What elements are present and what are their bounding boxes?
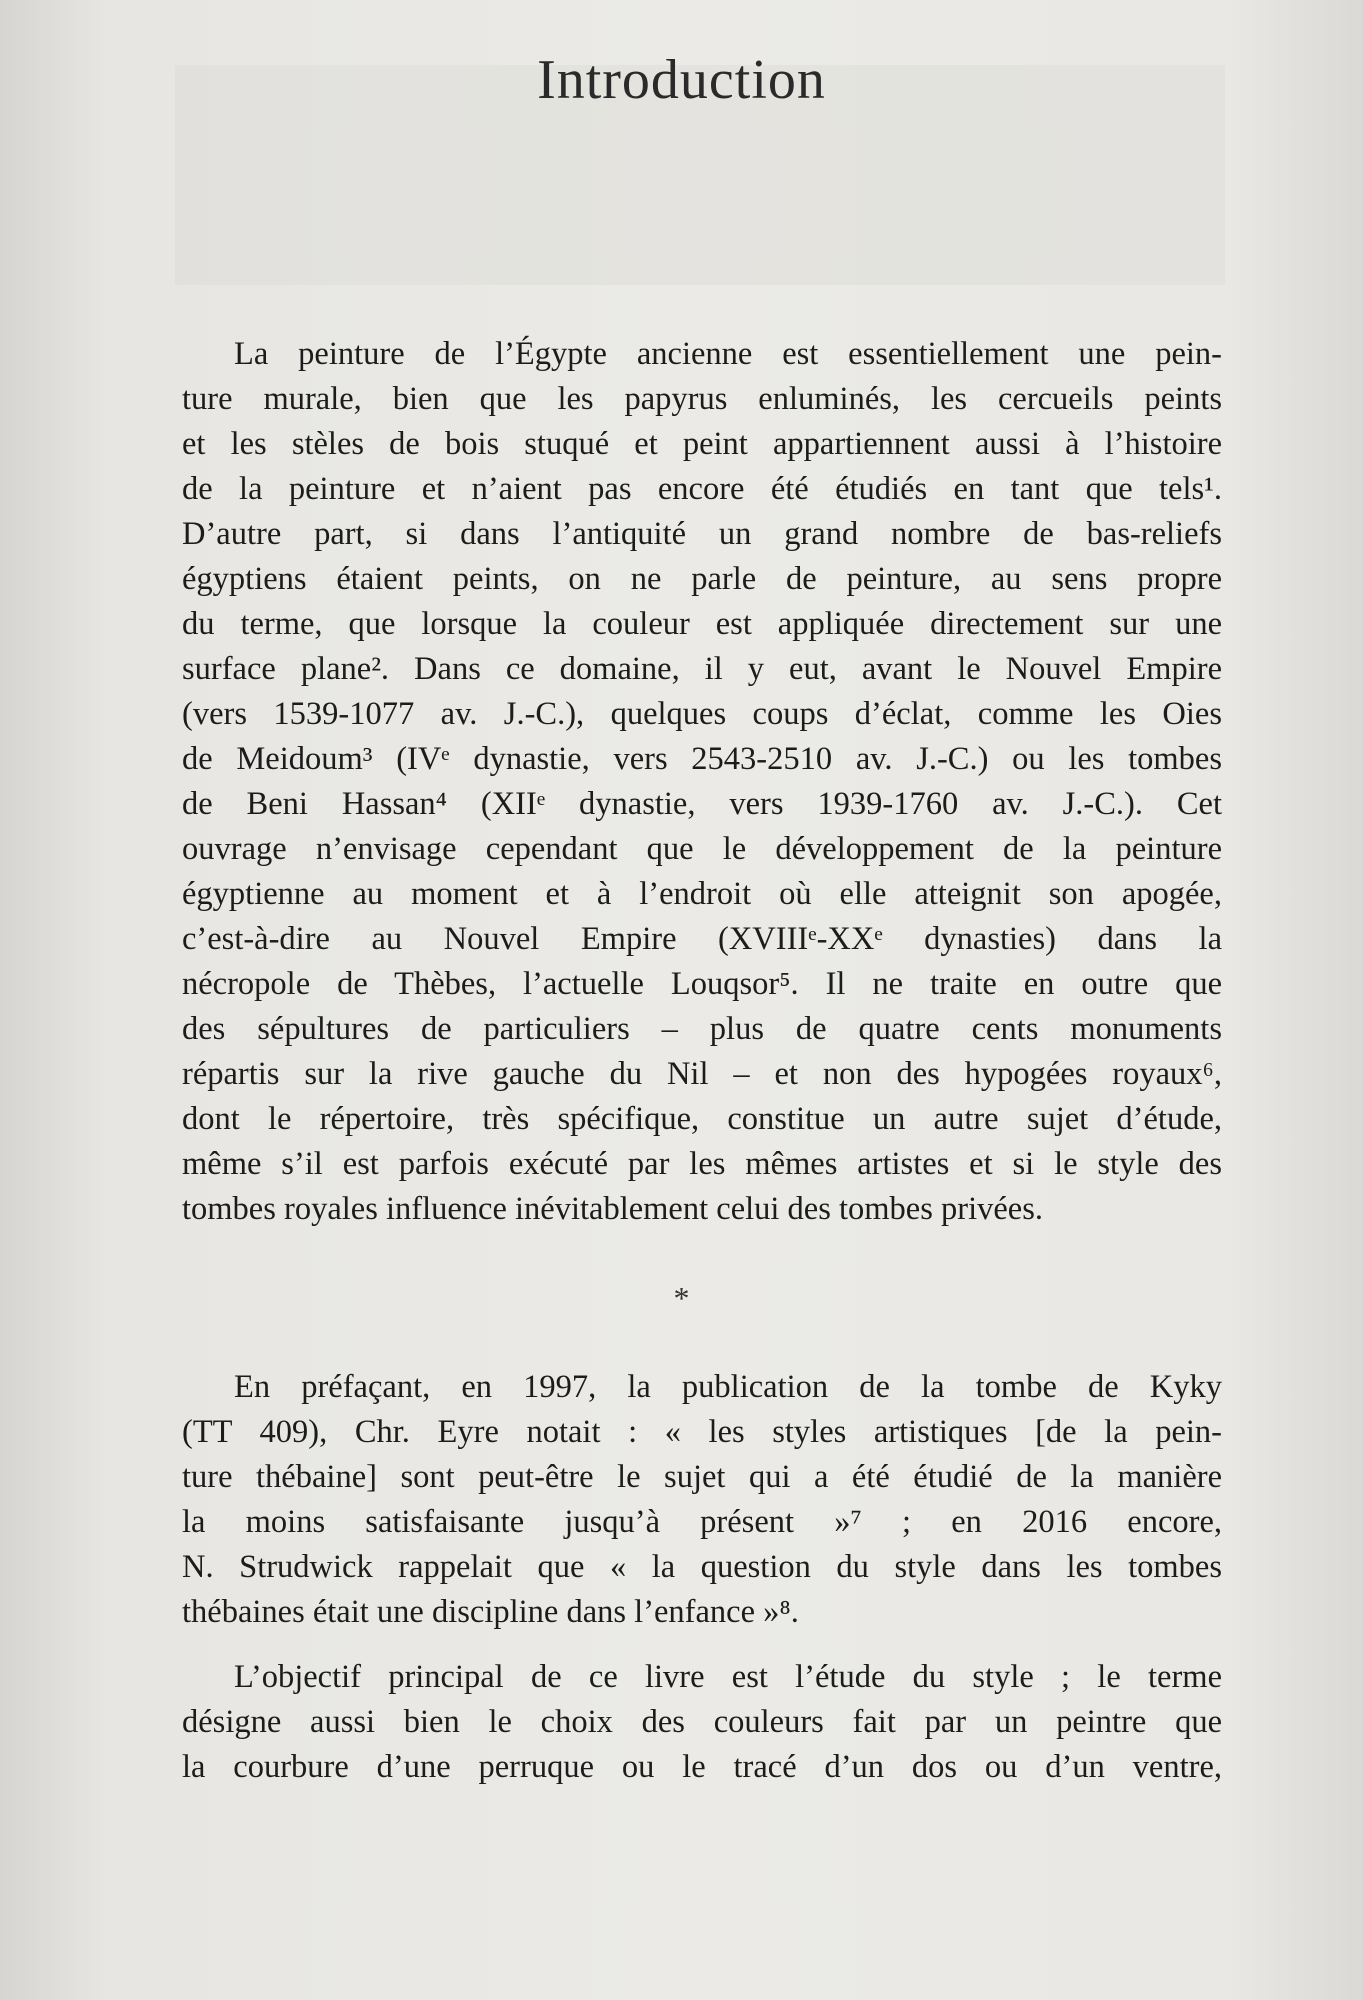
section-separator: * [673,1280,690,1316]
text-line: tombes royales influence inévitablement celui des tombes privées. [182,1191,1043,1227]
text-line: égyptienne au moment et à l’endroit où elle atteignit son apogée, [182,876,1222,912]
text-line: des sépultures de particuliers – plus de quatre cents monuments [182,1011,1222,1047]
text-line: surface plane². Dans ce domaine, il y eut, avant le Nouvel Empire [182,651,1222,687]
text-line: la moins satisfaisante jusqu’à présent »⁷ ; en 2016 encore, [182,1504,1222,1540]
paragraph-3 [182,1655,1222,1790]
text-line: L’objectif principal de ce livre est l’étude du style ; le terme [234,1659,1222,1695]
chapter-title: Introduction [537,49,826,111]
text-line: (TT 409), Chr. Eyre notait : « les styles artistiques [de la pein- [182,1414,1222,1450]
text-line: nécropole de Thèbes, l’actuelle Louqsor⁵. Il ne traite en outre que [182,966,1222,1002]
text-line: et les stèles de bois stuqué et peint appartiennent aussi à l’histoire [182,426,1222,462]
text-line: ouvrage n’envisage cependant que le développement de la peinture [182,831,1222,867]
text-line: N. Strudwick rappelait que « la question du style dans les tombes [182,1549,1222,1585]
text-line: dont le répertoire, très spécifique, constitue un autre sujet d’étude, [182,1101,1222,1137]
text-line: c’est-à-dire au Nouvel Empire (XVIIIᵉ-XXᵉ dynasties) dans la [182,921,1222,957]
text-line: En préfaçant, en 1997, la publication de la tombe de Kyky [234,1369,1222,1405]
text-line: ture murale, bien que les papyrus enluminés, les cercueils peints [182,381,1222,417]
text-line: du terme, que lorsque la couleur est appliquée directement sur une [182,606,1222,642]
text-line: de Beni Hassan⁴ (XIIᵉ dynastie, vers 1939-1760 av. J.-C.). Cet [182,786,1222,822]
text-line: (vers 1539-1077 av. J.-C.), quelques coups d’éclat, comme les Oies [182,696,1222,732]
paragraph-2 [182,1365,1222,1635]
text-line: D’autre part, si dans l’antiquité un grand nombre de bas-reliefs [182,516,1222,552]
text-line: désigne aussi bien le choix des couleurs fait par un peintre que [182,1704,1222,1740]
text-line: de Meidoum³ (IVᵉ dynastie, vers 2543-2510 av. J.-C.) ou les tombes [182,741,1222,777]
text-line: La peinture de l’Égypte ancienne est essentiellement une pein- [234,336,1222,372]
text-line: de la peinture et n’aient pas encore été étudiés en tant que tels¹. [182,471,1222,507]
paragraph-1 [182,332,1222,1232]
text-line: ture thébaine] sont peut-être le sujet qui a été étudié de la manière [182,1459,1222,1495]
text-line: thébaines était une discipline dans l’enfance »⁸. [182,1594,799,1630]
text-line: égyptiens étaient peints, on ne parle de peinture, au sens propre [182,561,1222,597]
text-line: la courbure d’une perruque ou le tracé d’un dos ou d’un ventre, [182,1749,1222,1785]
text-line: même s’il est parfois exécuté par les mêmes artistes et si le style des [182,1146,1222,1182]
text-line: répartis sur la rive gauche du Nil – et non des hypogées royaux⁶, [182,1056,1222,1092]
